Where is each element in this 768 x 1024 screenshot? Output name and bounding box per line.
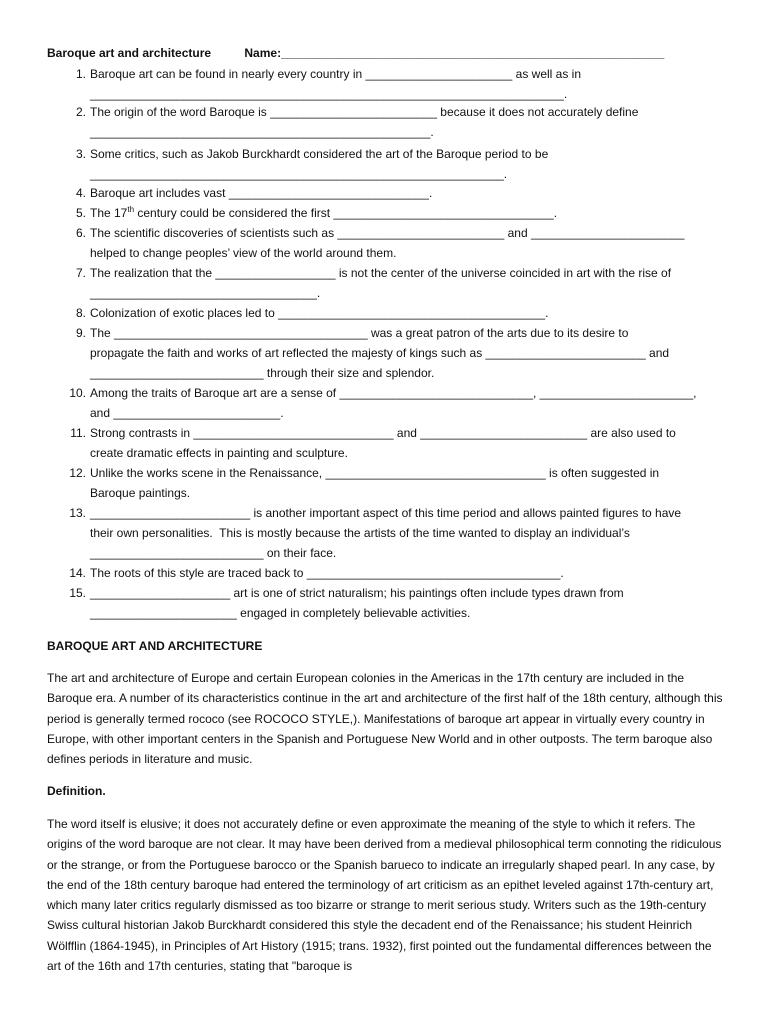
- question-line: _______________________________________________________________________.: [90, 87, 568, 101]
- question-number: 10.: [69, 386, 86, 400]
- question-5: [64, 203, 724, 223]
- question-line: and _________________________.: [90, 406, 284, 420]
- question-4: [64, 183, 724, 203]
- question-15: [64, 583, 724, 623]
- question-text: The 17: [90, 206, 128, 220]
- question-number: 7.: [75, 266, 86, 280]
- question-line: helped to change peoples’ view of the world around them.: [90, 246, 397, 260]
- question-7: [64, 263, 724, 303]
- question-number: 11.: [70, 426, 86, 440]
- question-9: [64, 323, 724, 383]
- question-line: Baroque paintings.: [90, 486, 191, 500]
- question-number: 3.: [75, 147, 86, 161]
- question-line: create dramatic effects in painting and sculpture.: [90, 446, 348, 460]
- question-number: 15.: [69, 586, 86, 600]
- question-number: 12.: [69, 466, 86, 480]
- question-line: __________________________ through their size and splendor.: [90, 366, 435, 380]
- question-line: ______________________________________________________________.: [90, 167, 508, 181]
- question-6: [64, 223, 724, 263]
- question-number: 1.: [75, 67, 86, 81]
- question-line: __________________________________.: [90, 286, 321, 300]
- question-11: [64, 423, 724, 463]
- question-12: [64, 463, 724, 503]
- question-line: ___________________________________________________.: [90, 125, 434, 139]
- question-number: 4.: [75, 186, 86, 200]
- worksheet-header: [47, 46, 664, 60]
- name-blank[interactable]: ______________________________________________________________: [281, 46, 664, 60]
- worksheet-title: Baroque art and architecture: [47, 46, 212, 60]
- definition-heading: Definition.: [47, 784, 106, 798]
- superscript-th: th: [127, 205, 135, 214]
- question-line: their own personalities. This is mostly because the artists of the time wanted to display an individual’s: [90, 526, 630, 540]
- question-number: 6.: [75, 226, 86, 240]
- question-line: Colonization of exotic places led to ________________________________________.: [90, 306, 549, 320]
- question-line: propagate the faith and works of art reflected the majesty of kings such as ________________________ and: [90, 346, 670, 360]
- question-text: century could be considered the first _________________________________.: [134, 206, 558, 220]
- question-line: ______________________ engaged in completely believable activities.: [90, 606, 471, 620]
- section-title: BAROQUE ART AND ARCHITECTURE: [47, 639, 263, 653]
- question-line: Some critics, such as Jakob Burckhardt considered the art of the Baroque period to be: [90, 147, 549, 161]
- question-line: The origin of the word Baroque is _________________________ because it does not accurately define: [90, 105, 639, 119]
- question-13: [64, 503, 724, 563]
- question-10: [64, 383, 724, 423]
- question-number: 8.: [75, 306, 86, 320]
- question-line: Strong contrasts in ______________________________ and _________________________ are also used to: [90, 426, 676, 440]
- question-line: _____________________ art is one of strict naturalism; his paintings often include types drawn from: [90, 586, 624, 600]
- question-line: The realization that the __________________ is not the center of the universe coincided in art with the rise of: [90, 266, 672, 280]
- question-number: 13.: [69, 506, 86, 520]
- name-label: Name:: [244, 46, 282, 60]
- question-line: Among the traits of Baroque art are a sense of _____________________________, _______________________,: [90, 386, 697, 400]
- definition-paragraph: The word itself is elusive; it does not accurately define or even approximate the meaning of the style to which it refers. The origins of the word baroque are not clear. It may have been derived from a medieval philosophical term connoting the ridiculous or the strange, or from the Portuguese barocco or the Spanish barueco to indicate an irregularly shaped pearl. In any case, by the end of the 18th century baroque had entered the terminology of art criticism as an epithet leveled against 17th-century art, which many later critics regularly dismissed as too bizarre or strange to merit serious study. Writers such as the 19th-century Swiss cultural historian Jakob Burckhardt considered this style the decadent end of the Renaissance; his student Heinrich Wölfflin (1864-1945), in Principles of Art History (1915; trans. 1932), first pointed out the fundamental differences between the art of the 16th and 17th centuries, stating that "baroque is: [47, 817, 722, 974]
- question-line: ________________________ is another important aspect of this time period and allows painted figures to have: [90, 506, 682, 520]
- question-14: [64, 563, 724, 583]
- question-number: 9.: [75, 326, 86, 340]
- question-1: [64, 64, 724, 104]
- question-line: The scientific discoveries of scientists such as _________________________ and _______________________: [90, 226, 685, 240]
- question-number: 14.: [69, 566, 86, 580]
- question-line: Unlike the works scene in the Renaissance, _________________________________ is often suggested in: [90, 466, 660, 480]
- question-line: [90, 203, 724, 223]
- question-3: [64, 144, 724, 184]
- question-2: [64, 102, 724, 142]
- question-line: __________________________ on their face.: [90, 546, 337, 560]
- question-number: 2.: [75, 105, 86, 119]
- question-8: [64, 303, 724, 323]
- question-number: 5.: [75, 206, 86, 220]
- intro-paragraph: The art and architecture of Europe and certain European colonies in the Americas in the 17th century are included in the Baroque era. A number of its characteristics continue in the art and architecture of the first half of the 18th century, although this period is generally termed rococo (see ROCOCO STYLE,). Manifestations of baroque art appear in virtually every country in Europe, with other important centers in the Spanish and Portuguese New World and in other outposts. The term baroque also defines periods in literature and music.: [47, 671, 723, 767]
- question-line: The roots of this style are traced back to ______________________________________.: [90, 566, 564, 580]
- question-line: The ______________________________________ was a great patron of the arts due to its desire to: [90, 326, 629, 340]
- question-line: Baroque art can be found in nearly every country in ______________________ as well as in: [90, 67, 582, 81]
- question-line: Baroque art includes vast ______________________________.: [90, 186, 433, 200]
